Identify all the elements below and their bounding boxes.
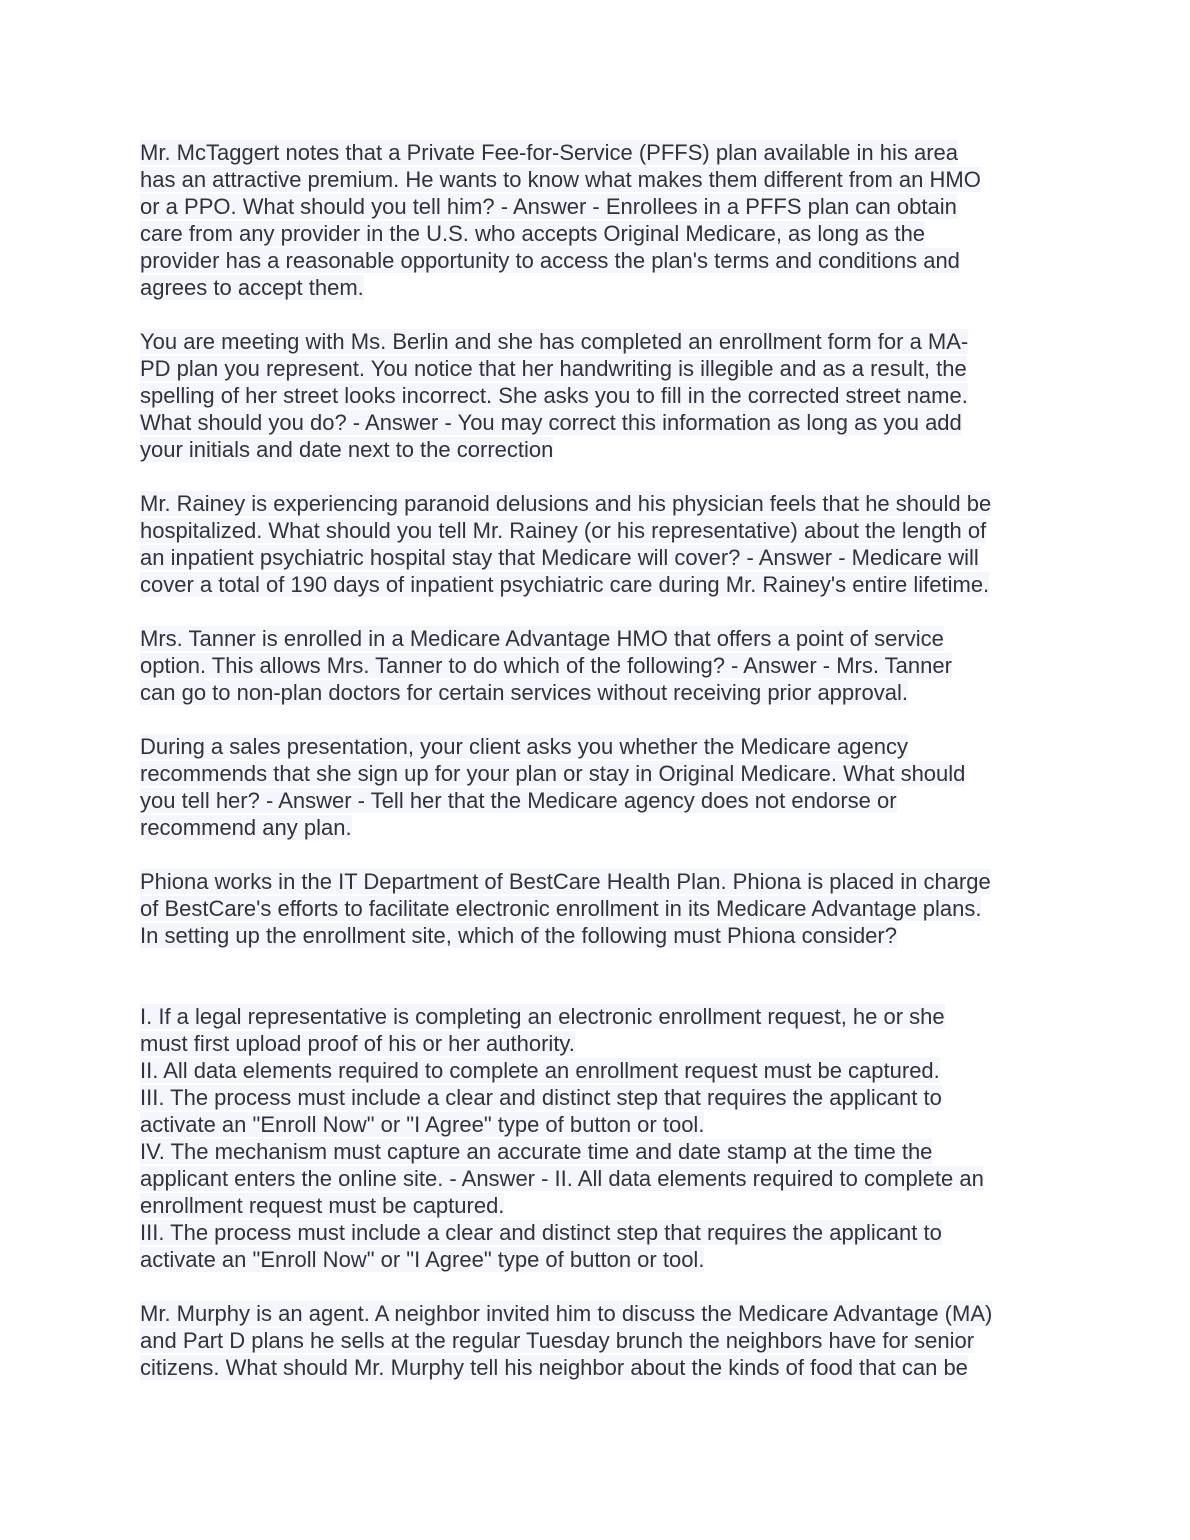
document-body xyxy=(140,139,1055,1381)
text-line: activate an "Enroll Now" or "I Agree" type of button or tool. xyxy=(140,1112,705,1137)
paragraph-electronic-enrollment xyxy=(140,868,1055,949)
text-line: I. If a legal representative is completing an electronic enrollment request, he or she xyxy=(140,1004,945,1029)
text-line: option. This allows Mrs. Tanner to do which of the following? - Answer - Mrs. Tanner xyxy=(140,653,952,678)
text-line: and Part D plans he sells at the regular Tuesday brunch the neighbors have for senior xyxy=(140,1328,975,1353)
text-line: In setting up the enrollment site, which of the following must Phiona consider? xyxy=(140,923,897,948)
paragraph-spacer xyxy=(140,463,1055,490)
text-line: an inpatient psychiatric hospital stay that Medicare will cover? - Answer - Medicare will xyxy=(140,545,979,570)
text-line: Mr. McTaggert notes that a Private Fee-for-Service (PFFS) plan available in his area xyxy=(140,140,959,165)
text-line: Mr. Murphy is an agent. A neighbor invited him to discuss the Medicare Advantage (MA) xyxy=(140,1301,993,1326)
text-line: provider has a reasonable opportunity to access the plan's terms and conditions and xyxy=(140,248,960,273)
text-line: must first upload proof of his or her authority. xyxy=(140,1031,575,1056)
text-line: recommends that she sign up for your plan or stay in Original Medicare. What should xyxy=(140,761,966,786)
text-line: PD plan you represent. You notice that her handwriting is illegible and as a result, the xyxy=(140,356,967,381)
text-line: You are meeting with Ms. Berlin and she has completed an enrollment form for a MA- xyxy=(140,329,969,354)
paragraph-enrollment-correction xyxy=(140,328,1055,463)
text-line: Phiona works in the IT Department of BestCare Health Plan. Phiona is placed in charge xyxy=(140,869,991,894)
text-line: What should you do? - Answer - You may correct this information as long as you add xyxy=(140,410,962,435)
text-line: citizens. What should Mr. Murphy tell his neighbor about the kinds of food that can be xyxy=(140,1355,968,1380)
text-line: enrollment request must be captured. xyxy=(140,1193,505,1218)
text-line: III. The process must include a clear and distinct step that requires the applicant to xyxy=(140,1085,942,1110)
text-line: During a sales presentation, your client asks you whether the Medicare agency xyxy=(140,734,908,759)
paragraph-enrollment-options xyxy=(140,1003,1055,1273)
paragraph-spacer xyxy=(140,301,1055,328)
text-line: can go to non-plan doctors for certain services without receiving prior approval. xyxy=(140,680,908,705)
text-line: activate an "Enroll Now" or "I Agree" type of button or tool. xyxy=(140,1247,705,1272)
paragraph-spacer xyxy=(140,841,1055,868)
paragraph-spacer xyxy=(140,949,1055,1003)
text-line: Mrs. Tanner is enrolled in a Medicare Advantage HMO that offers a point of service xyxy=(140,626,944,651)
paragraph-agent-brunch xyxy=(140,1300,1055,1381)
paragraph-spacer xyxy=(140,706,1055,733)
text-line: you tell her? - Answer - Tell her that the Medicare agency does not endorse or xyxy=(140,788,897,813)
text-line: III. The process must include a clear and distinct step that requires the applicant to xyxy=(140,1220,942,1245)
text-line: applicant enters the online site. - Answer - II. All data elements required to complete an xyxy=(140,1166,984,1191)
text-line: recommend any plan. xyxy=(140,815,352,840)
text-line: hospitalized. What should you tell Mr. Rainey (or his representative) about the length of xyxy=(140,518,987,543)
text-line: care from any provider in the U.S. who accepts Original Medicare, as long as the xyxy=(140,221,926,246)
text-line: of BestCare's efforts to facilitate electronic enrollment in its Medicare Advantage plans. xyxy=(140,896,982,921)
text-line: your initials and date next to the correction xyxy=(140,437,554,462)
text-line: or a PPO. What should you tell him? - Answer - Enrollees in a PFFS plan can obtain xyxy=(140,194,957,219)
text-line: II. All data elements required to complete an enrollment request must be captured. xyxy=(140,1058,940,1083)
paragraph-spacer xyxy=(140,1273,1055,1300)
paragraph-psychiatric-stay xyxy=(140,490,1055,598)
text-line: Mr. Rainey is experiencing paranoid delusions and his physician feels that he should be xyxy=(140,491,992,516)
text-line: IV. The mechanism must capture an accurate time and date stamp at the time the xyxy=(140,1139,933,1164)
paragraph-pffs-plan xyxy=(140,139,1055,301)
paragraph-spacer xyxy=(140,598,1055,625)
text-line: agrees to accept them. xyxy=(140,275,364,300)
text-line: cover a total of 190 days of inpatient psychiatric care during Mr. Rainey's entire lifetime. xyxy=(140,572,990,597)
paragraph-sales-presentation xyxy=(140,733,1055,841)
paragraph-point-of-service xyxy=(140,625,1055,706)
text-line: has an attractive premium. He wants to know what makes them different from an HMO xyxy=(140,167,981,192)
text-line: spelling of her street looks incorrect. She asks you to fill in the corrected street name. xyxy=(140,383,968,408)
